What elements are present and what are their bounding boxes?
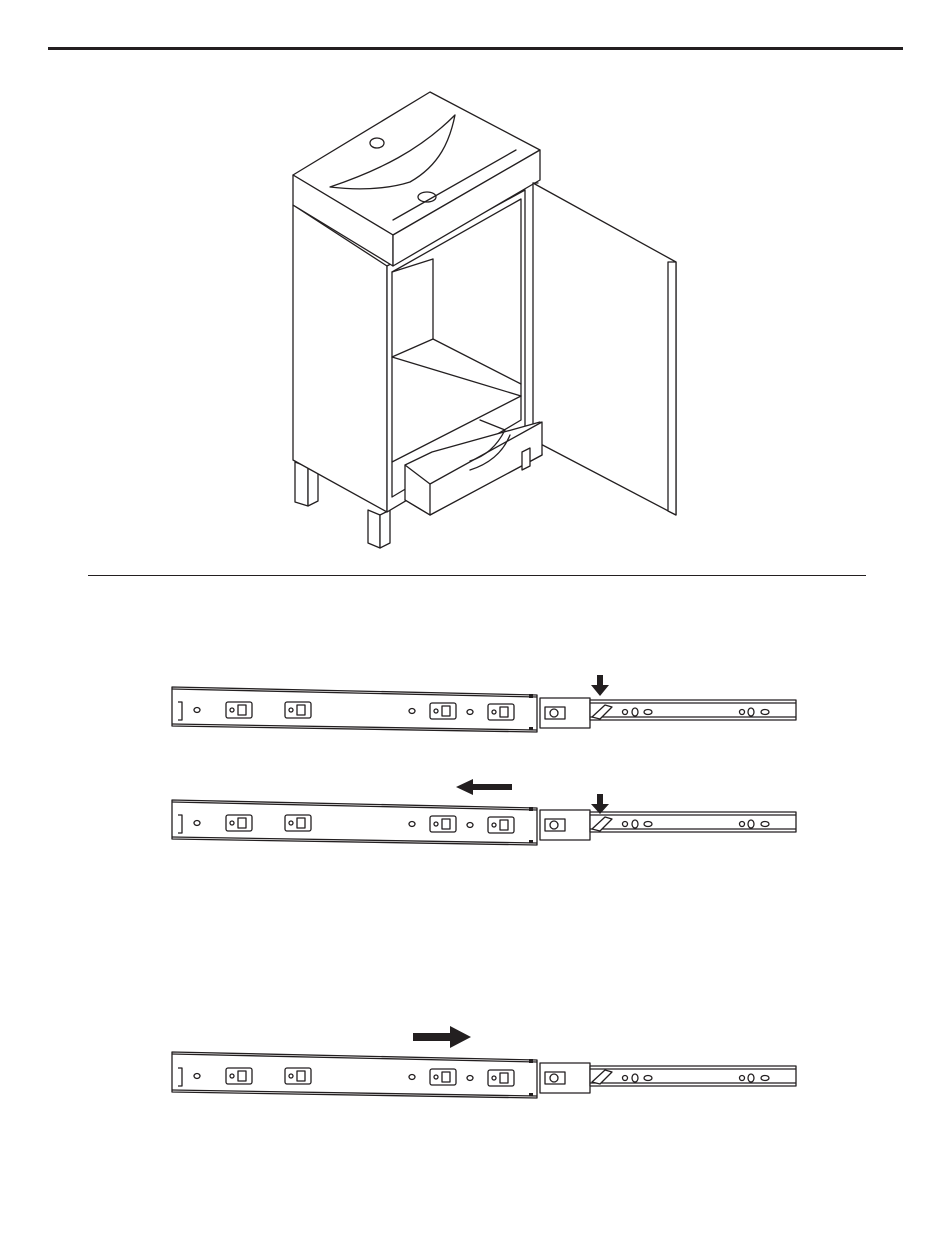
vanity-illustration bbox=[280, 88, 690, 558]
drawer-slide-icon bbox=[172, 800, 796, 845]
left-arrow-icon bbox=[456, 779, 512, 795]
right-arrow-icon bbox=[413, 1026, 471, 1048]
drawer-slide-step-3 bbox=[160, 1022, 810, 1102]
drawer-slide-icon bbox=[172, 1052, 796, 1098]
drawer-slide-step-1 bbox=[160, 675, 810, 755]
door bbox=[533, 183, 676, 515]
drawer-slide-icon bbox=[172, 687, 796, 732]
down-arrow-icon bbox=[591, 675, 609, 696]
leg-left bbox=[295, 462, 308, 506]
top-divider bbox=[48, 47, 903, 50]
drawer-runner bbox=[522, 448, 530, 470]
down-arrow-icon bbox=[591, 794, 609, 814]
middle-divider bbox=[88, 575, 866, 576]
leg-front bbox=[368, 510, 380, 548]
drawer-slide-step-2 bbox=[160, 777, 810, 857]
faucet-hole bbox=[370, 138, 384, 148]
